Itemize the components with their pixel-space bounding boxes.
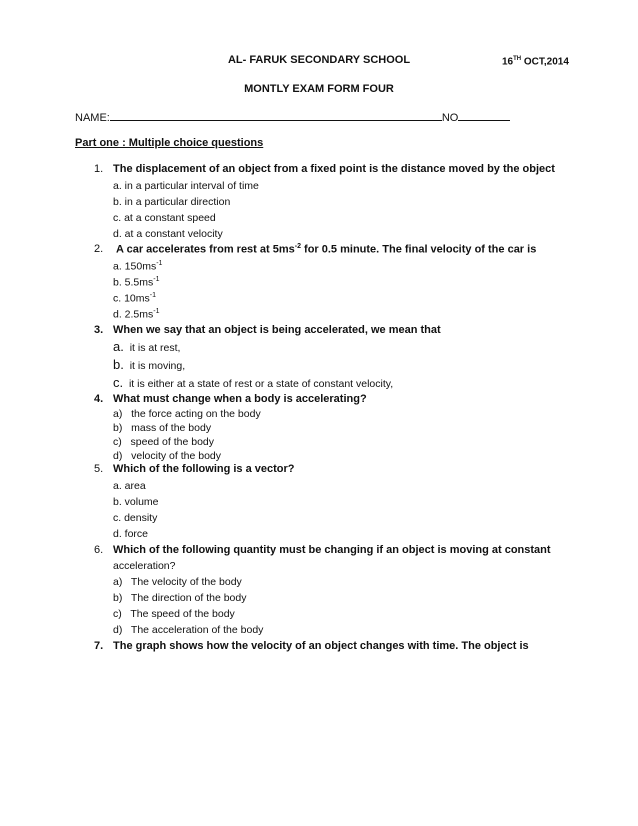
question-number: 6. — [94, 544, 104, 556]
question-number: 4. — [94, 393, 104, 405]
question-7-text: The graph shows how the velocity of an object changes with time. The object is — [113, 640, 529, 652]
q2-option-d[interactable]: d. $2.5ms^{-1}$ — [113, 308, 160, 321]
question-6-text-continued: acceleration? — [113, 560, 176, 572]
question-number: 1. — [94, 163, 104, 175]
q6-option-b[interactable]: b) The direction of the body — [113, 592, 247, 604]
name-row — [75, 110, 510, 124]
q1-option-d[interactable]: d. at a constant velocity — [113, 228, 223, 240]
question-number: 5. — [94, 463, 104, 475]
question-number: 2. — [94, 243, 104, 255]
question-4-text: What must change when a body is accelerating? — [113, 393, 367, 405]
q4-option-c[interactable]: c) speed of the body — [113, 436, 214, 448]
q5-option-c[interactable]: c. density — [113, 512, 158, 524]
q5-option-a[interactable]: a. area — [113, 480, 146, 492]
part-title: Part one : Multiple choice questions — [75, 137, 264, 149]
exam-date: 16TH OCT,2014 — [502, 56, 569, 68]
name-blank[interactable] — [110, 110, 442, 121]
q2-option-c[interactable]: c. $10ms^{-1}$ — [113, 292, 156, 305]
q5-option-b[interactable]: b. volume — [113, 496, 159, 508]
q4-option-b[interactable]: b) mass of the body — [113, 422, 212, 434]
question-3-text: When we say that an object is being accelerated, we mean that — [113, 324, 441, 336]
q5-option-d[interactable]: d. force — [113, 528, 149, 540]
q4-option-a[interactable]: a) the force acting on the body — [113, 408, 261, 420]
q1-option-b[interactable]: b. in a particular direction — [113, 196, 231, 208]
name-label: NAME: — [75, 112, 110, 124]
q3-option-a[interactable]: a. it is at rest, — [113, 339, 181, 354]
q1-option-c[interactable]: c. at a constant speed — [113, 212, 216, 224]
q6-option-a[interactable]: a) The velocity of the body — [113, 576, 242, 588]
question-number: 7. — [94, 640, 104, 652]
question-number: 3. — [94, 324, 104, 336]
q3-option-b[interactable]: b. it is moving, — [113, 357, 186, 372]
q6-option-c[interactable]: c) The speed of the body — [113, 608, 235, 620]
question-6-text: Which of the following quantity must be changing if an object is moving at constant — [113, 544, 551, 556]
q3-option-c[interactable]: c. it is either at a state of rest or a state of constant velocity, — [113, 375, 394, 390]
no-label: NO — [441, 112, 459, 124]
no-blank[interactable] — [458, 110, 510, 121]
question-1-text: The displacement of an object from a fixed point is the distance moved by the object — [113, 163, 555, 175]
q2-option-b[interactable]: b. $5.5ms^{-1}$ — [113, 276, 160, 289]
question-2-text: A car accelerates from rest at $5ms^{-2}$ for 0.5 minute. The final velocity of the car is — [116, 243, 537, 256]
q2-option-a[interactable]: a. $150ms^{-1}$ — [113, 260, 163, 273]
q1-option-a[interactable]: a. in a particular interval of time — [113, 180, 259, 192]
q6-option-d[interactable]: d) The acceleration of the body — [113, 624, 264, 636]
school-name: AL- FARUK SECONDARY SCHOOL — [227, 54, 411, 66]
q4-option-d[interactable]: d) velocity of the body — [113, 450, 221, 462]
exam-title: MONTLY EXAM FORM FOUR — [244, 83, 394, 95]
question-5-text: Which of the following is a vector? — [113, 463, 295, 475]
